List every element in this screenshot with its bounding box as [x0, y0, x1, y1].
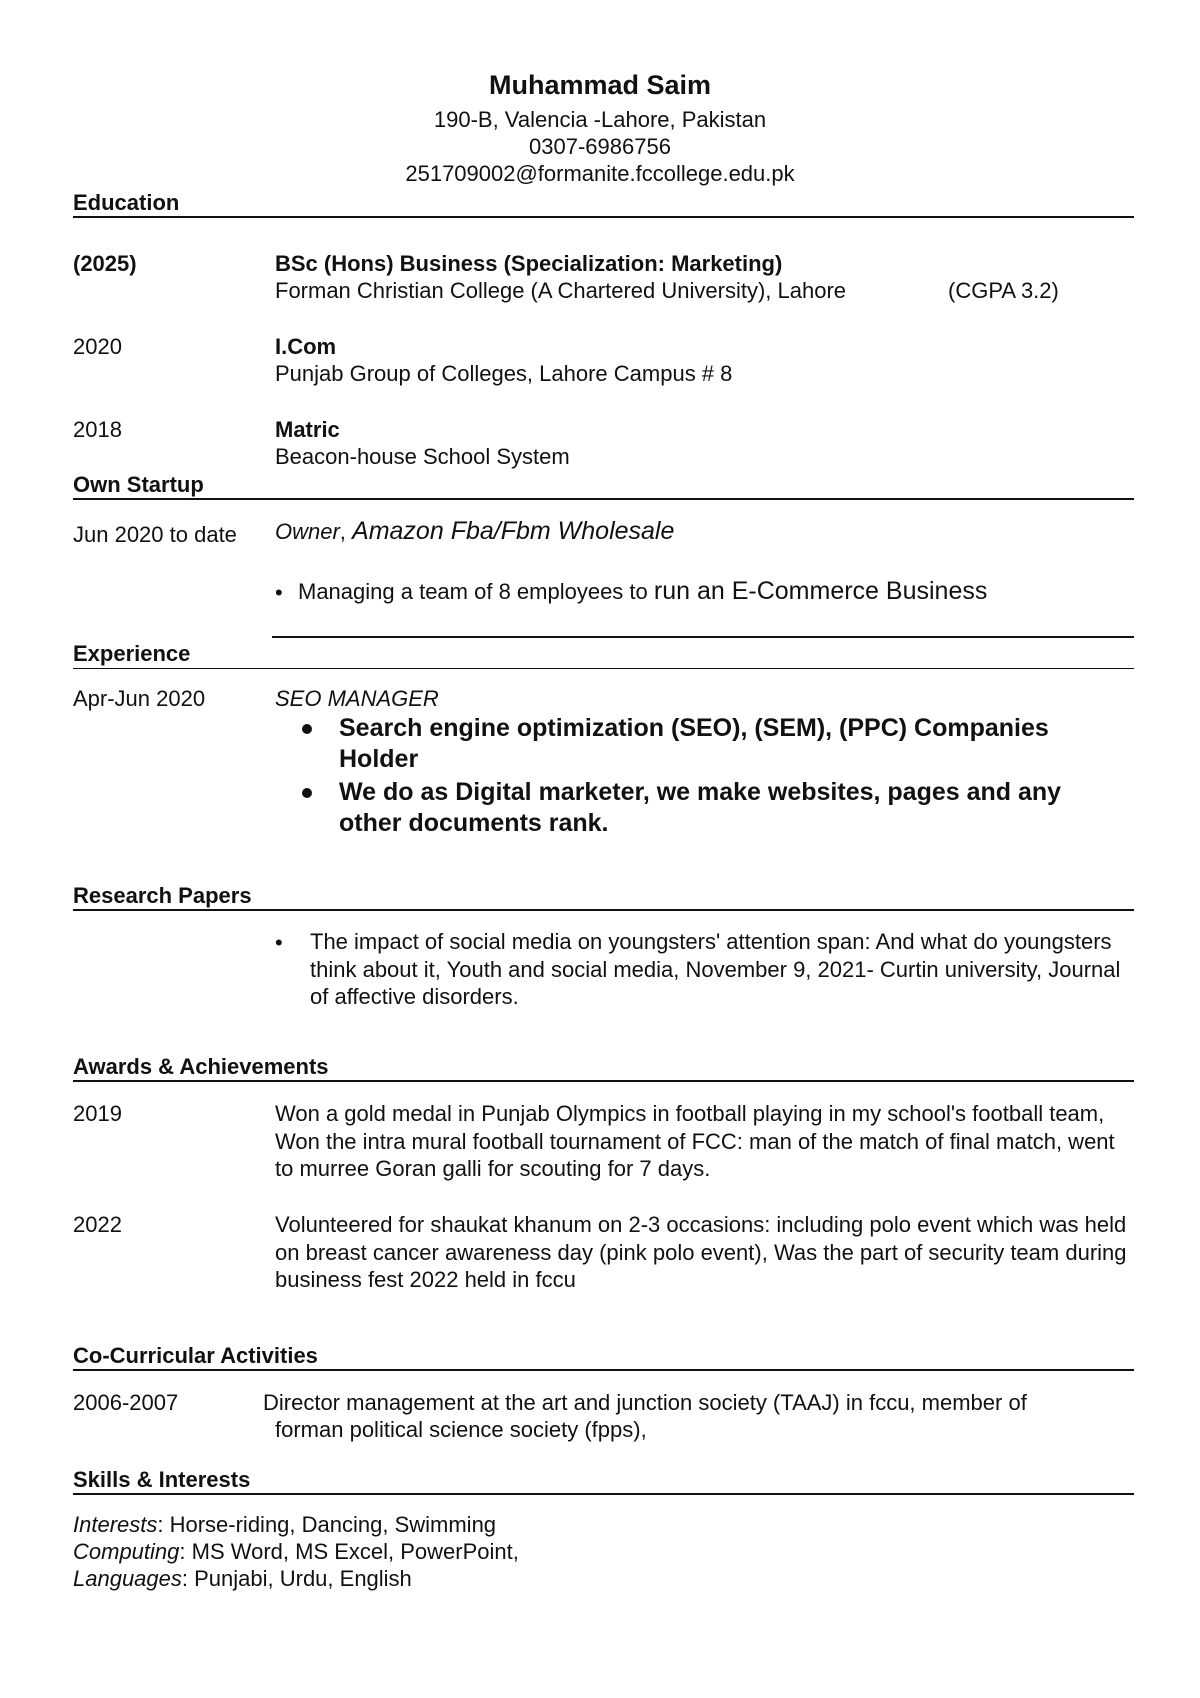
- skills-interests: [73, 1511, 496, 1538]
- divider: [73, 498, 1134, 500]
- skills-computing-value: : MS Word, MS Excel, PowerPoint,: [179, 1539, 519, 1564]
- edu-degree: I.Com: [275, 334, 337, 359]
- section-title-awards: Awards & Achievements: [73, 1054, 329, 1079]
- skills-computing-label: Computing: [73, 1539, 180, 1564]
- experience-bullet: We do as Digital marketer, we make websites, pages and any other documents rank.: [339, 778, 1062, 837]
- skills-computing: [73, 1538, 519, 1565]
- bullet-icon: •: [275, 930, 283, 955]
- skills-languages-value: : Punjabi, Urdu, English: [181, 1566, 412, 1591]
- candidate-name: Muhammad Saim: [488, 70, 712, 100]
- experience-date: Apr-Jun 2020: [73, 686, 206, 711]
- edu-degree: BSc (Hons) Business (Specialization: Marketing): [275, 251, 783, 276]
- startup-role-line: Owner, Amazon Fba/Fbm Wholesale: [275, 517, 675, 545]
- skills-languages: [73, 1565, 412, 1592]
- bullet-icon: [302, 724, 312, 734]
- email: 251709002@formanite.fccollege.edu.pk: [405, 161, 795, 186]
- skills-interests-value: : Horse-riding, Dancing, Swimming: [157, 1512, 497, 1537]
- divider: [73, 1493, 1134, 1495]
- startup-role: Owner: [275, 519, 340, 544]
- award-text: Won a gold medal in Punjab Olympics in football playing in my school's football team, Won the intra mural football tournament of FCC: man of the match of final match, went to murree Goran galli for scouting for 7 days.: [275, 1101, 1115, 1181]
- divider: [272, 636, 1134, 638]
- divider: [73, 909, 1134, 911]
- cocurricular-line: forman political science society (fpps),: [275, 1417, 647, 1442]
- section-title-experience: Experience: [73, 641, 191, 666]
- experience-bullet: Search engine optimization (SEO), (SEM), (PPC) Companies Holder: [339, 714, 1049, 773]
- divider: [73, 216, 1134, 218]
- edu-institution: Beacon-house School System: [275, 444, 570, 469]
- section-title-cocurricular: Co-Curricular Activities: [73, 1343, 318, 1368]
- divider: [73, 668, 1134, 669]
- section-title-skills: Skills & Interests: [73, 1467, 251, 1492]
- edu-year: 2018: [73, 417, 122, 442]
- startup-bullet-tail: run an E-Commerce Business: [653, 577, 988, 605]
- startup-company: Amazon Fba/Fbm Wholesale: [352, 517, 675, 545]
- cocurricular-year: 2006-2007: [73, 1390, 179, 1415]
- section-title-education: Education: [73, 190, 180, 215]
- divider: [73, 1080, 1134, 1082]
- startup-date: Jun 2020 to date: [73, 522, 237, 547]
- award-year: 2019: [73, 1101, 122, 1126]
- section-title-research: Research Papers: [73, 883, 252, 908]
- bullet-icon: [302, 788, 312, 798]
- edu-institution: Forman Christian College (A Chartered University), Lahore: [275, 278, 847, 303]
- skills-interests-label: Interests: [73, 1512, 158, 1537]
- award-year: 2022: [73, 1212, 122, 1237]
- research-item: The impact of social media on youngsters' attention span: And what do youngsters think about it, Youth and social media, November 9, 2021- Curtin university, Journal of affective disorders.: [310, 929, 1121, 1009]
- startup-bullet: [298, 578, 987, 605]
- divider: [73, 1369, 1134, 1371]
- edu-year: (2025): [73, 251, 137, 276]
- skills-languages-label: Languages: [73, 1566, 182, 1591]
- section-title-startup: Own Startup: [73, 472, 204, 497]
- cocurricular-line: Director management at the art and junction society (TAAJ) in fccu, member of: [263, 1390, 1027, 1415]
- experience-role: SEO MANAGER: [275, 686, 439, 711]
- bullet-icon: •: [275, 580, 283, 605]
- edu-institution: Punjab Group of Colleges, Lahore Campus # 8: [275, 361, 733, 386]
- edu-degree: Matric: [275, 417, 340, 442]
- award-text: Volunteered for shaukat khanum on 2-3 occasions: including polo event which was held on breast cancer awareness day (pink polo event), Was the part of security team during business fest 2022 held in fccu: [275, 1212, 1127, 1292]
- edu-gpa: (CGPA 3.2): [948, 278, 1059, 303]
- phone: 0307-6986756: [529, 134, 671, 159]
- edu-year: 2020: [73, 334, 122, 359]
- startup-bullet-lead: Managing a team of 8 employees to: [298, 579, 648, 604]
- address: 190-B, Valencia -Lahore, Pakistan: [433, 107, 767, 132]
